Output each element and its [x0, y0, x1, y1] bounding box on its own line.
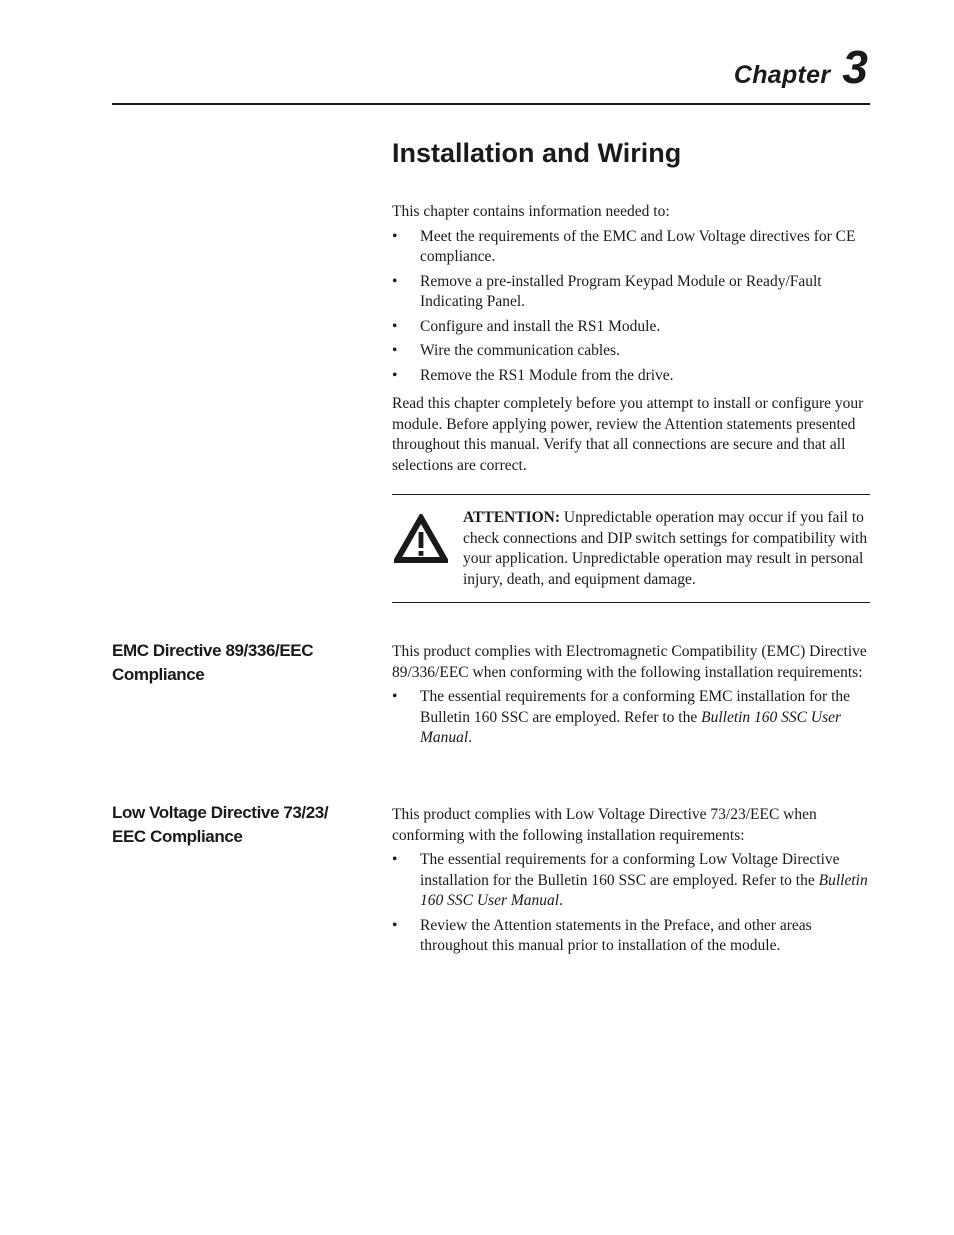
list-item: • Meet the requirements of the EMC and Low Voltage directives for CE compliance. — [392, 227, 856, 265]
list-item: • Configure and install the RS1 Module. — [392, 317, 661, 335]
attention-bottom-rule — [392, 602, 870, 603]
chapter-number: 3 — [842, 41, 868, 93]
chapter-divider — [112, 103, 870, 105]
intro-lead: This chapter contains information needed to: — [392, 203, 670, 220]
emc-section — [392, 642, 870, 749]
intro-section — [392, 202, 870, 476]
chapter-header — [733, 41, 868, 93]
low-voltage-lead: This product complies with Low Voltage Directive 73/23/EEC when conforming with the following installation requirements: — [392, 806, 817, 844]
manual-reference: Bulletin 160 SSC User Manual — [420, 708, 842, 746]
low-voltage-heading: Low Voltage Directive 73/23/ EEC Compliance — [112, 803, 329, 846]
emc-lead: This product complies with Electromagnetic Compatibility (EMC) Directive 89/336/EEC when conforming with the following installation requirements: — [392, 643, 867, 681]
intro-paragraph: Read this chapter completely before you attempt to install or configure your module. Before applying power, review the Attention statements presented throughout this manual. Verify that all connections are secure and that all selections are correct. — [392, 395, 864, 474]
attention-top-rule — [392, 494, 870, 495]
list-item: • Remove a pre-installed Program Keypad Module or Ready/Fault Indicating Panel. — [392, 272, 822, 310]
list-item: • Review the Attention statements in the Preface, and other areas throughout this manual prior to installation of the module. — [392, 916, 812, 954]
attention-text — [463, 508, 868, 590]
chapter-label: Chapter — [733, 61, 831, 89]
attention-label: ATTENTION: — [463, 509, 561, 526]
low-voltage-section — [392, 805, 870, 957]
list-item: • The essential requirements for a conforming Low Voltage Directive installation for the Bulletin 160 SSC are employed. Refer to the Bulletin 160 SSC User Manual. — [392, 851, 868, 909]
list-item: • Wire the communication cables. — [392, 342, 620, 359]
attention-message: Unpredictable operation may occur if you fail to check connections and DIP switch settings for compatibility with your application. Unpredictable operation may result in personal injury, death, and equipment damage. — [463, 509, 868, 588]
intro-bullet-list — [392, 227, 870, 387]
page-title: Installation and Wiring — [392, 138, 682, 168]
warning-triangle-icon — [394, 514, 448, 569]
emc-bullet-list — [392, 687, 870, 749]
list-item: • The essential requirements for a conforming EMC installation for the Bulletin 160 SSC are employed. Refer to the Bulletin 160 SSC User Manual. — [392, 688, 851, 746]
low-voltage-bullet-list — [392, 850, 870, 957]
manual-reference: Bulletin 160 SSC User Manual — [420, 871, 868, 909]
emc-heading: EMC Directive 89/336/EEC Compliance — [112, 641, 314, 684]
list-item: • Remove the RS1 Module from the drive. — [392, 366, 674, 384]
